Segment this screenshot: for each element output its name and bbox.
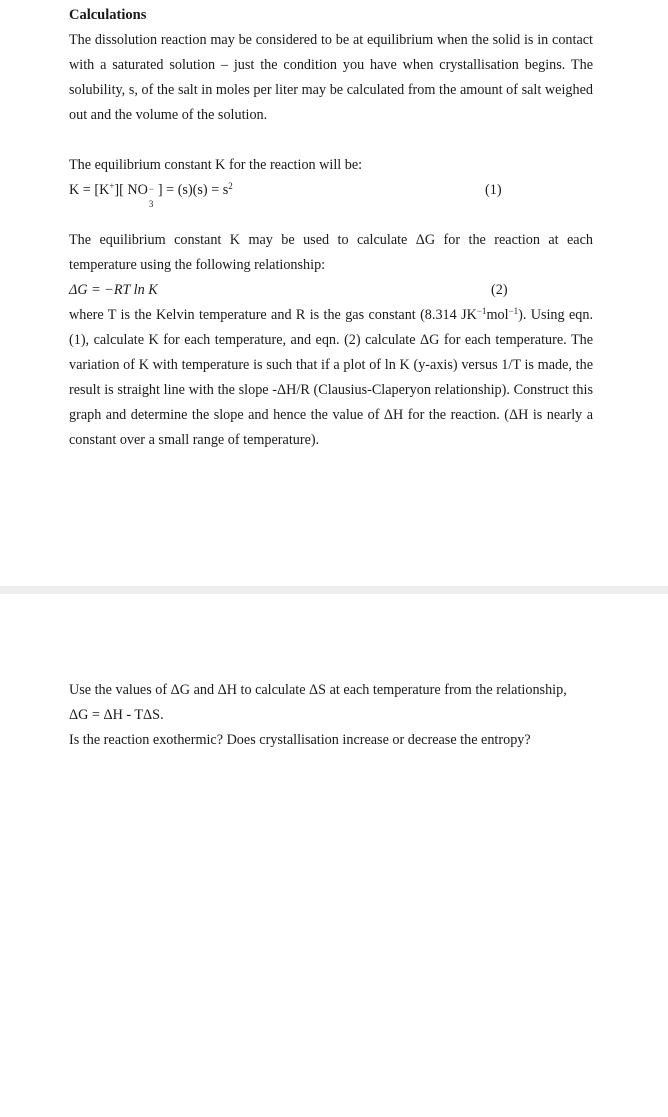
eq1-mid: ][ NO (114, 182, 148, 198)
unit-exponent-1: −1 (476, 306, 487, 316)
k-usage-paragraph: The equilibrium constant K may be used to calculate ΔG for the reaction at each temperature using the following relationship: (69, 232, 593, 273)
eq1-cation-charge: + (109, 181, 115, 191)
eq1-anion-charge: − (148, 184, 154, 194)
eq2-expression: ΔG = −RT ln K (69, 282, 158, 298)
gibbs-relationship: ΔG = ΔH - TΔS. (69, 707, 164, 723)
questions-text: Is the reaction exothermic? Does crystallisation increase or decrease the entropy? (69, 732, 531, 748)
eq1-anion-subscript: 3 (148, 199, 154, 209)
intro-paragraph: The dissolution reaction may be considered to be at equilibrium when the solid is in contact with a saturated solution – just the condition you have when crystallisation begins. The solubility, s, of the salt in moles per liter may be calculated from the amount of salt weighed out and the volume of the solution. (69, 32, 593, 123)
method-paragraph (69, 303, 593, 453)
equation-1 (69, 178, 593, 209)
eq1-rhs-exponent: 2 (228, 181, 233, 191)
k-intro-text: The equilibrium constant K for the reaction will be: (69, 157, 363, 173)
method-text-c: ). Using eqn. (1), calculate K for each temperature, and eqn. (2) calculate ΔG for each temperature. The variation of K with temperature is such that if a plot of ln K (y-axis) versus 1/T is made, the result is straight line with the slope -ΔH/R (Clausius-Claperyon relationship). Construct this graph and determine the slope and hence the value of ΔH for the reaction. (ΔH is nearly a constant over a small range of temperature). (69, 307, 593, 448)
unit-exponent-2: −1 (508, 306, 519, 316)
document-page-2 (0, 594, 668, 1117)
page-separator (0, 586, 668, 594)
eq1-lhs: K = [K (69, 182, 110, 198)
equation-1-number: (1) (485, 182, 502, 198)
entropy-instruction: Use the values of ΔG and ΔH to calculate ΔS at each temperature from the relationship, (69, 682, 567, 698)
method-text-a: where T is the Kelvin temperature and R is the gas constant (8.314 JK (69, 307, 477, 323)
eq1-rhs: ] = (s)(s) = s (157, 182, 229, 198)
section-heading: Calculations (69, 7, 147, 23)
equation-2-number: (2) (491, 282, 508, 298)
equation-2 (69, 278, 593, 303)
method-text-b: mol (486, 307, 509, 323)
